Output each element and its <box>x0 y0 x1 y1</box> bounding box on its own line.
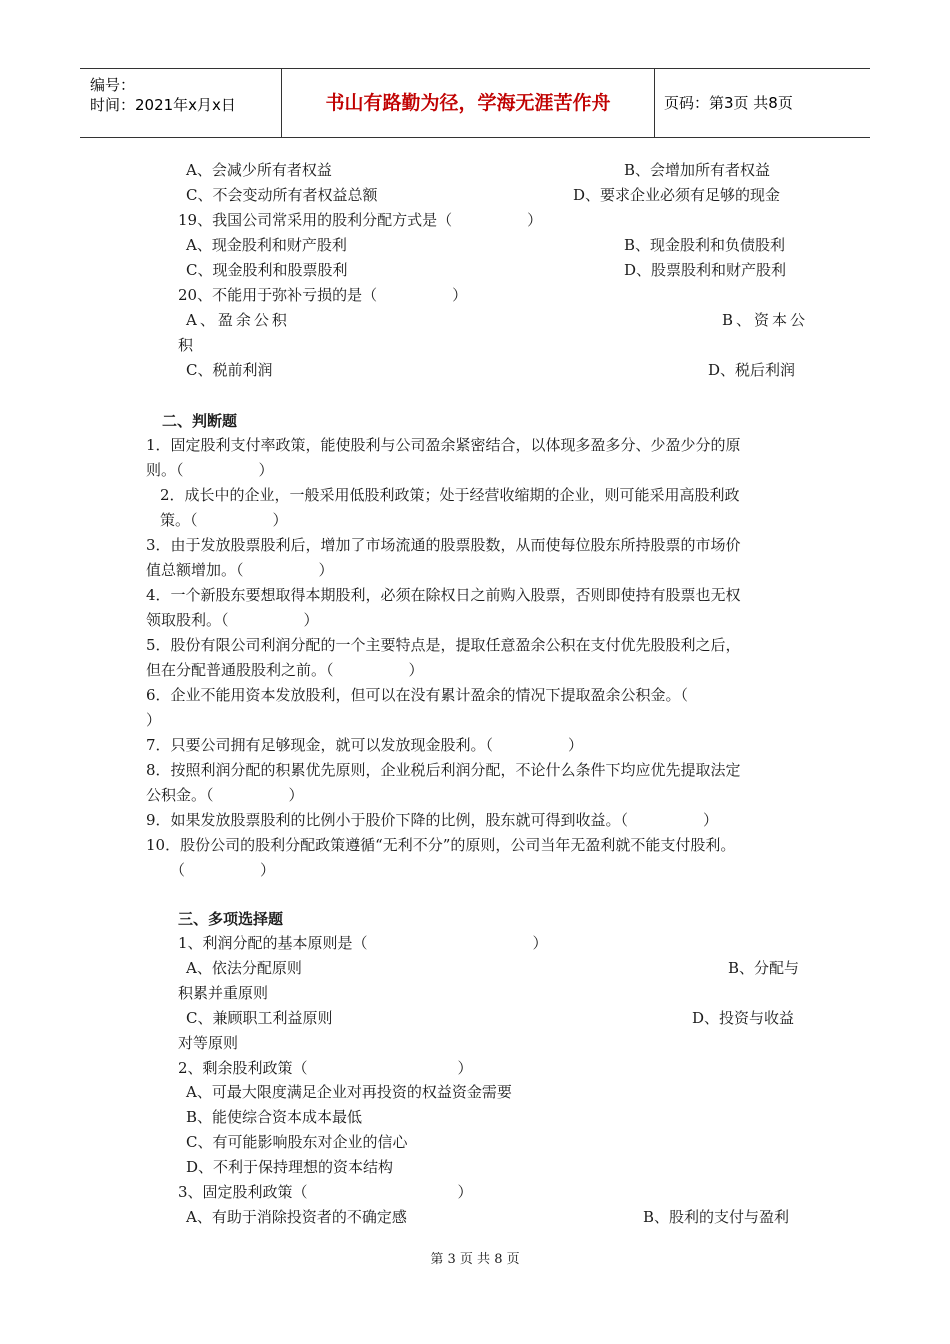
header-page-number: 页码：第3页 共8页 <box>664 94 793 112</box>
mc-q2-option-d: D、不利于保持理想的资本结构 <box>186 1158 394 1176</box>
judgment-line: （ ） <box>170 861 276 879</box>
q19-option-d: D、股票股利和财产股利 <box>624 261 787 279</box>
mc-q1-option-d: D、投资与收益 <box>692 1009 795 1027</box>
judgment-line: 领取股利。（ ） <box>146 611 319 629</box>
judgment-line: 9．如果发放股票股利的比例小于股价下降的比例，股东就可得到收益。（ ） <box>146 811 719 829</box>
judgment-line: 策。（ ） <box>160 511 288 529</box>
q19-option-b: B、现金股利和负债股利 <box>624 236 786 254</box>
judgment-line: ） <box>146 711 162 729</box>
mc-q2-option-b: B、能使综合资本成本最低 <box>186 1108 363 1126</box>
judgment-line: 但在分配普通股股利之前。（ ） <box>146 661 424 679</box>
header-motto: 书山有路勤为径，学海无涯苦作舟 <box>325 92 611 114</box>
judgment-line: 则。（ ） <box>146 461 274 479</box>
judgment-line: 6．企业不能用资本发放股利，但可以在没有累计盈余的情况下提取盈余公积金。（ <box>146 686 689 704</box>
q18-option-c: C、不会变动所有者权益总额 <box>186 186 378 204</box>
mc-q1-option-d-continued: 对等原则 <box>178 1034 239 1052</box>
section-2-title: 二、判断题 <box>162 412 238 430</box>
judgment-line: 4．一个新股东要想取得本期股利，必须在除权日之前购入股票，否则即使持有股票也无权 <box>146 586 741 604</box>
q19-stem: 19、我国公司常采用的股利分配方式是（ ） <box>178 211 543 229</box>
mc-q3-option-a: A、有助于消除投资者的不确定感 <box>186 1208 407 1226</box>
mc-q2-stem: 2、剩余股利政策（ ） <box>178 1059 473 1077</box>
q18-option-d: D、要求企业必须有足够的现金 <box>573 186 781 204</box>
document-number-label: 编号： <box>90 76 136 94</box>
judgment-line: 公积金。（ ） <box>146 786 304 804</box>
document-time-label: 时间：2021年x月x日 <box>90 96 236 114</box>
q18-option-a: A、会减少所有者权益 <box>186 161 332 179</box>
page-header <box>80 68 870 138</box>
judgment-line: 5．股份有限公司利润分配的一个主要特点是，提取任意盈余公积在支付优先股股利之后， <box>146 636 741 654</box>
mc-q1-stem: 1、利润分配的基本原则是（ ） <box>178 934 548 952</box>
page-footer: 第 3 页 共 8 页 <box>430 1252 520 1267</box>
header-divider <box>281 69 282 137</box>
q19-option-c: C、现金股利和股票股利 <box>186 261 348 279</box>
mc-q1-option-a: A、依法分配原则 <box>186 959 302 977</box>
q20-stem: 20、不能用于弥补亏损的是（ ） <box>178 286 468 304</box>
q20-option-d: D、税后利润 <box>708 361 796 379</box>
q20-option-a: A、盈余公积 <box>186 311 290 329</box>
judgment-line: 10．股份公司的股利分配政策遵循“无利不分”的原则，公司当年无盈利就不能支付股利。 <box>146 836 736 854</box>
header-meta <box>90 75 236 115</box>
section-3-title: 三、多项选择题 <box>178 910 284 928</box>
mc-q3-stem: 3、固定股利政策（ ） <box>178 1183 473 1201</box>
q18-option-b: B、会增加所有者权益 <box>624 161 771 179</box>
mc-q1-option-b-continued: 积累并重原则 <box>178 984 269 1002</box>
judgment-line: 3．由于发放股票股利后，增加了市场流通的股票股数，从而使每位股东所持股票的市场价 <box>146 536 741 554</box>
header-divider <box>654 69 655 137</box>
judgment-line: 2．成长中的企业，一般采用低股利政策；处于经营收缩期的企业，则可能采用高股利政 <box>160 486 740 504</box>
judgment-line: 值总额增加。（ ） <box>146 561 334 579</box>
judgment-line: 7．只要公司拥有足够现金，就可以发放现金股利。（ ） <box>146 736 584 754</box>
mc-q2-option-a: A、可最大限度满足企业对再投资的权益资金需要 <box>186 1083 512 1101</box>
q20-option-b-continued: 积 <box>178 336 194 354</box>
q20-option-b: B、资本公 <box>722 311 809 329</box>
q20-option-c: C、税前利润 <box>186 361 273 379</box>
mc-q1-option-c: C、兼顾职工利益原则 <box>186 1009 333 1027</box>
mc-q3-option-b: B、股利的支付与盈利 <box>643 1208 790 1226</box>
mc-q1-option-b: B、分配与 <box>728 959 800 977</box>
judgment-line: 8．按照利润分配的积累优先原则，企业税后利润分配，不论什么条件下均应优先提取法定 <box>146 761 741 779</box>
mc-q2-option-c: C、有可能影响股东对企业的信心 <box>186 1133 408 1151</box>
judgment-line: 1．固定股利支付率政策，能使股利与公司盈余紧密结合，以体现多盈多分、少盈少分的原 <box>146 436 741 454</box>
q19-option-a: A、现金股利和财产股利 <box>186 236 347 254</box>
